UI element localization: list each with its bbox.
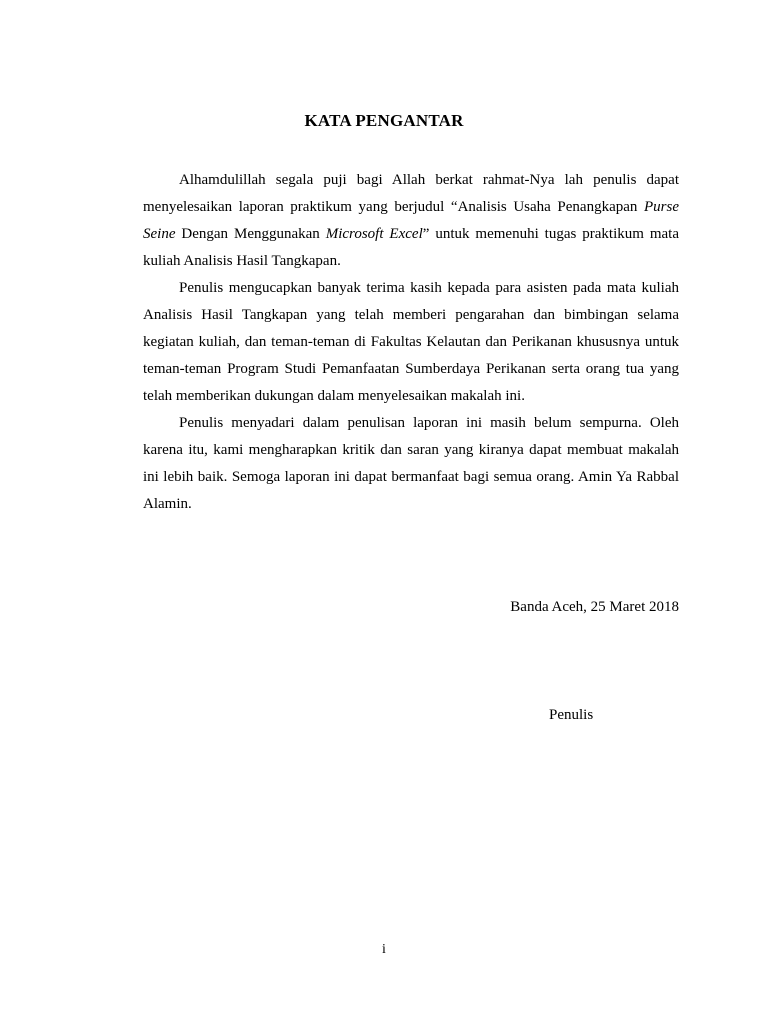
paragraph-line: ini lebih baik. Semoga laporan ini dapat bermanfaat bagi semua orang. Amin Ya Rabbal — [143, 469, 679, 485]
paragraph-closing — [143, 410, 679, 518]
text-run: Dengan Menggunakan — [175, 226, 326, 242]
signature-name: Penulis — [549, 707, 594, 723]
paragraph-line: Analisis Hasil Tangkapan yang telah memberi pengarahan dan bimbingan selama — [143, 307, 679, 323]
paragraph-line: karena itu, kami mengharapkan kritik dan saran yang kiranya dapat membuat makalah — [143, 442, 679, 458]
italic-text: Seine — [143, 226, 176, 242]
text-run: menyelesaikan laporan praktikum yang berjudul “Analisis Usaha Penangkapan — [143, 199, 644, 215]
paragraph-line: teman-teman Program Studi Pemanfaatan Sumberdaya Perikanan serta orang tua yang — [143, 361, 679, 377]
paragraph-thanks — [143, 275, 679, 410]
paragraph-line — [143, 194, 679, 221]
paragraph-line: kegiatan kuliah, dan teman-teman di Fakultas Kelautan dan Perikanan khususnya untuk — [143, 334, 679, 350]
page-title: KATA PENGANTAR — [304, 111, 464, 130]
italic-text: Microsoft Excel — [325, 226, 423, 242]
paragraph-line — [143, 221, 679, 248]
paragraph-line: kuliah Analisis Hasil Tangkapan. — [143, 253, 341, 269]
page-number: i — [382, 942, 386, 957]
text-run: ” untuk memenuhi tugas praktikum mata — [422, 226, 679, 242]
paragraph-line: Penulis mengucapkan banyak terima kasih kepada para asisten pada mata kuliah — [179, 280, 679, 296]
document-body — [143, 167, 679, 518]
italic-text: Purse — [644, 199, 679, 215]
paragraph-line: Alhamdulillah segala puji bagi Allah berkat rahmat-Nya lah penulis dapat — [179, 172, 679, 188]
signature-place-date: Banda Aceh, 25 Maret 2018 — [510, 599, 679, 615]
paragraph-line: telah memberikan dukungan dalam menyelesaikan makalah ini. — [143, 388, 525, 404]
paragraph-intro — [143, 167, 679, 275]
paragraph-line: Alamin. — [143, 496, 192, 512]
paragraph-line: Penulis menyadari dalam penulisan laporan ini masih belum sempurna. Oleh — [179, 415, 679, 431]
